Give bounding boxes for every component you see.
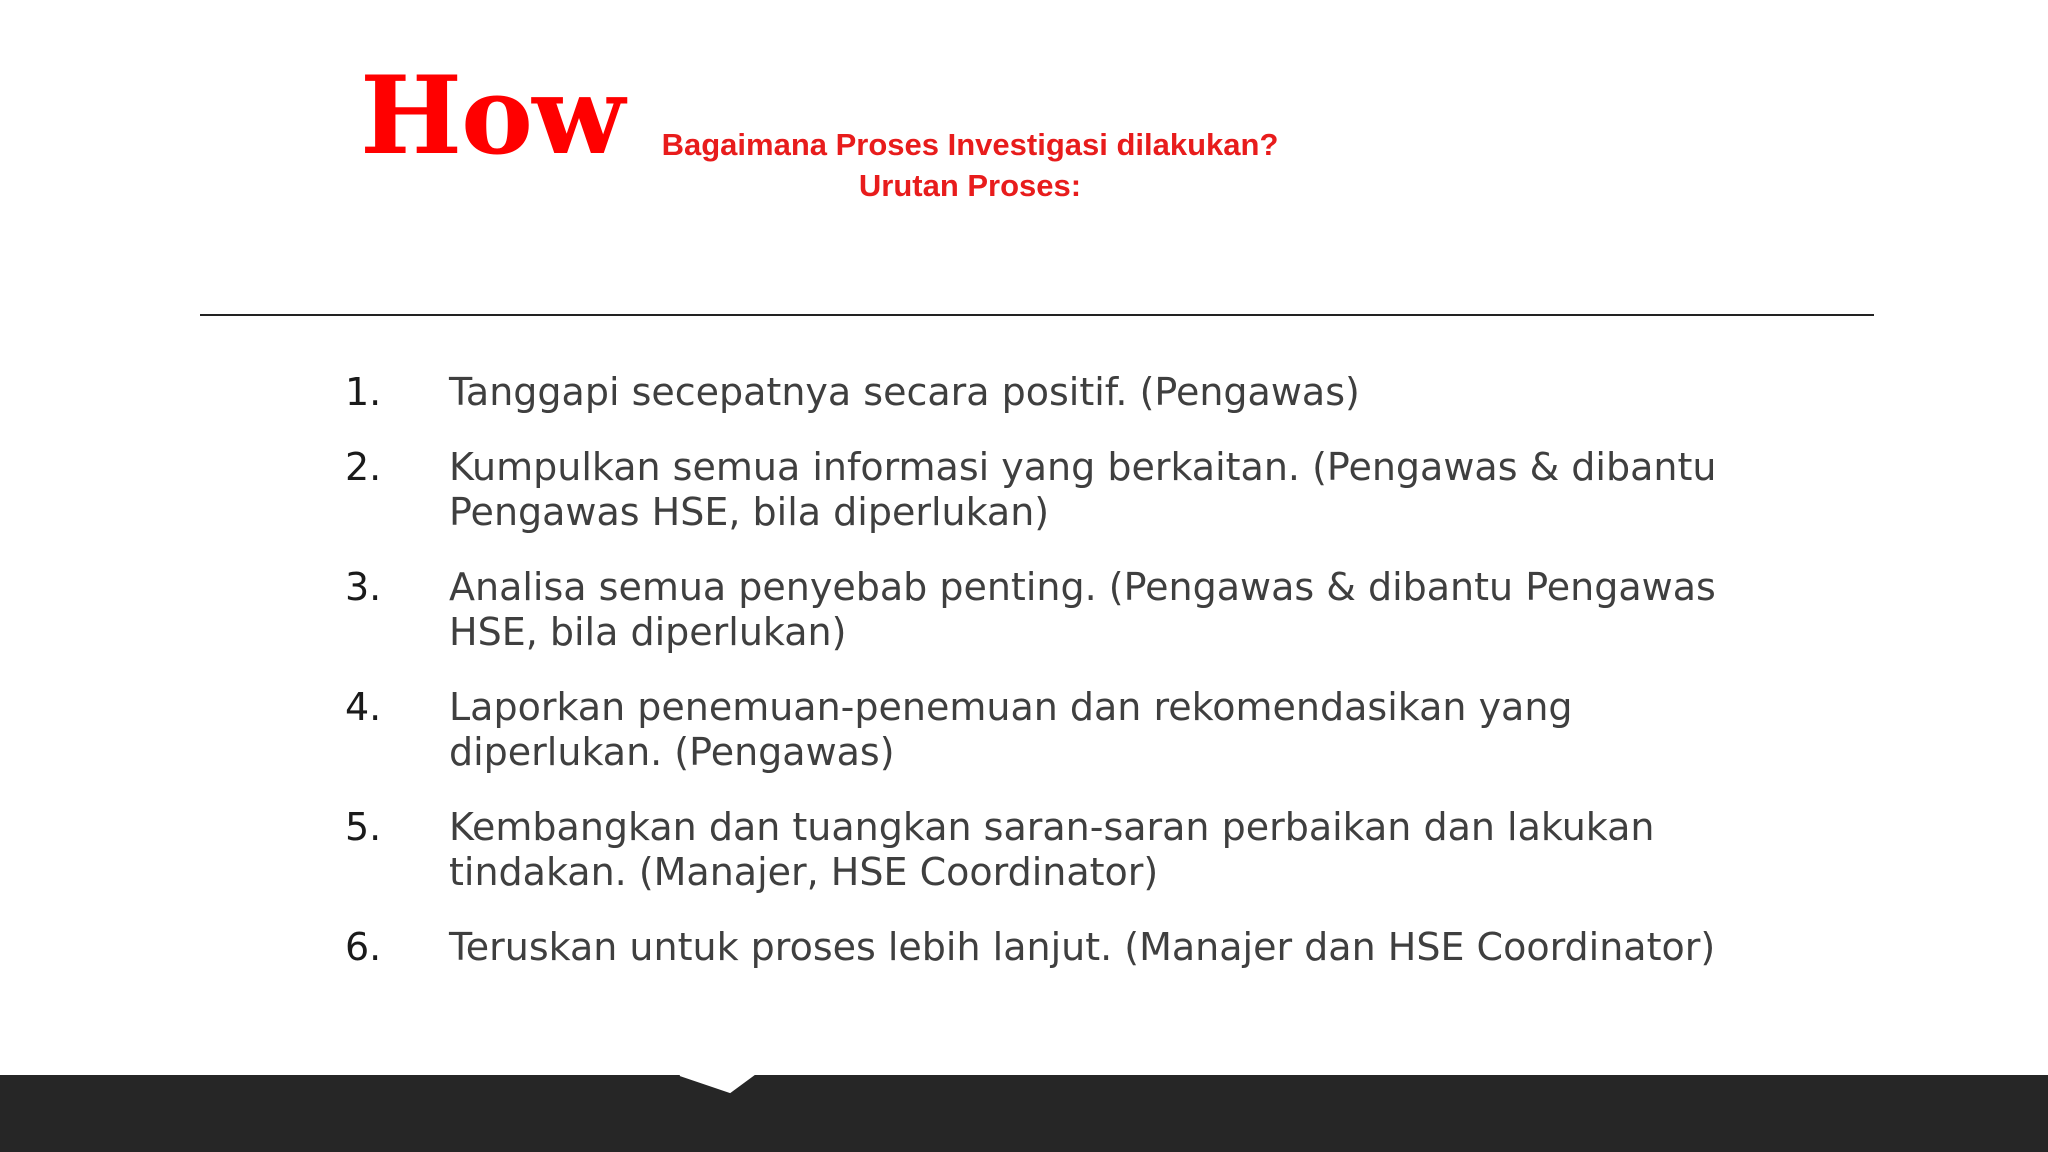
step-number: 5. bbox=[345, 805, 382, 849]
step-number: 1. bbox=[345, 370, 382, 414]
step-text: Analisa semua penyebab penting. (Pengawas & dibantu Pengawas HSE, bila diperlukan) bbox=[449, 565, 1716, 654]
slide-title: How bbox=[360, 53, 625, 179]
step-text: Tanggapi secepatnya secara positif. (Pengawas) bbox=[449, 370, 1360, 414]
step-item-3 bbox=[345, 565, 1765, 655]
step-number: 2. bbox=[345, 445, 382, 489]
slide-subtitle bbox=[630, 124, 1310, 206]
step-text: Laporkan penemuan-penemuan dan rekomendasikan yang diperlukan. (Pengawas) bbox=[449, 685, 1573, 774]
step-item-6 bbox=[345, 925, 1765, 970]
subtitle-line-2: Urutan Proses: bbox=[858, 168, 1082, 203]
footer-bar bbox=[0, 1075, 2048, 1152]
step-number: 4. bbox=[345, 685, 382, 729]
step-item-1 bbox=[345, 370, 1765, 415]
step-item-2 bbox=[345, 445, 1765, 535]
step-text: Teruskan untuk proses lebih lanjut. (Manajer dan HSE Coordinator) bbox=[449, 925, 1716, 969]
step-item-5 bbox=[345, 805, 1765, 895]
subtitle-line-1: Bagaimana Proses Investigasi dilakukan? bbox=[661, 127, 1279, 162]
step-text: Kembangkan dan tuangkan saran-saran perbaikan dan lakukan tindakan. (Manajer, HSE Coordinator) bbox=[449, 805, 1655, 894]
step-number: 3. bbox=[345, 565, 382, 609]
process-steps-list bbox=[345, 370, 1765, 1000]
title-divider bbox=[200, 314, 1874, 316]
footer-notch-decoration bbox=[660, 1070, 770, 1096]
step-text: Kumpulkan semua informasi yang berkaitan. (Pengawas & dibantu Pengawas HSE, bila diperlukan) bbox=[449, 445, 1717, 534]
step-number: 6. bbox=[345, 925, 382, 969]
step-item-4 bbox=[345, 685, 1765, 775]
